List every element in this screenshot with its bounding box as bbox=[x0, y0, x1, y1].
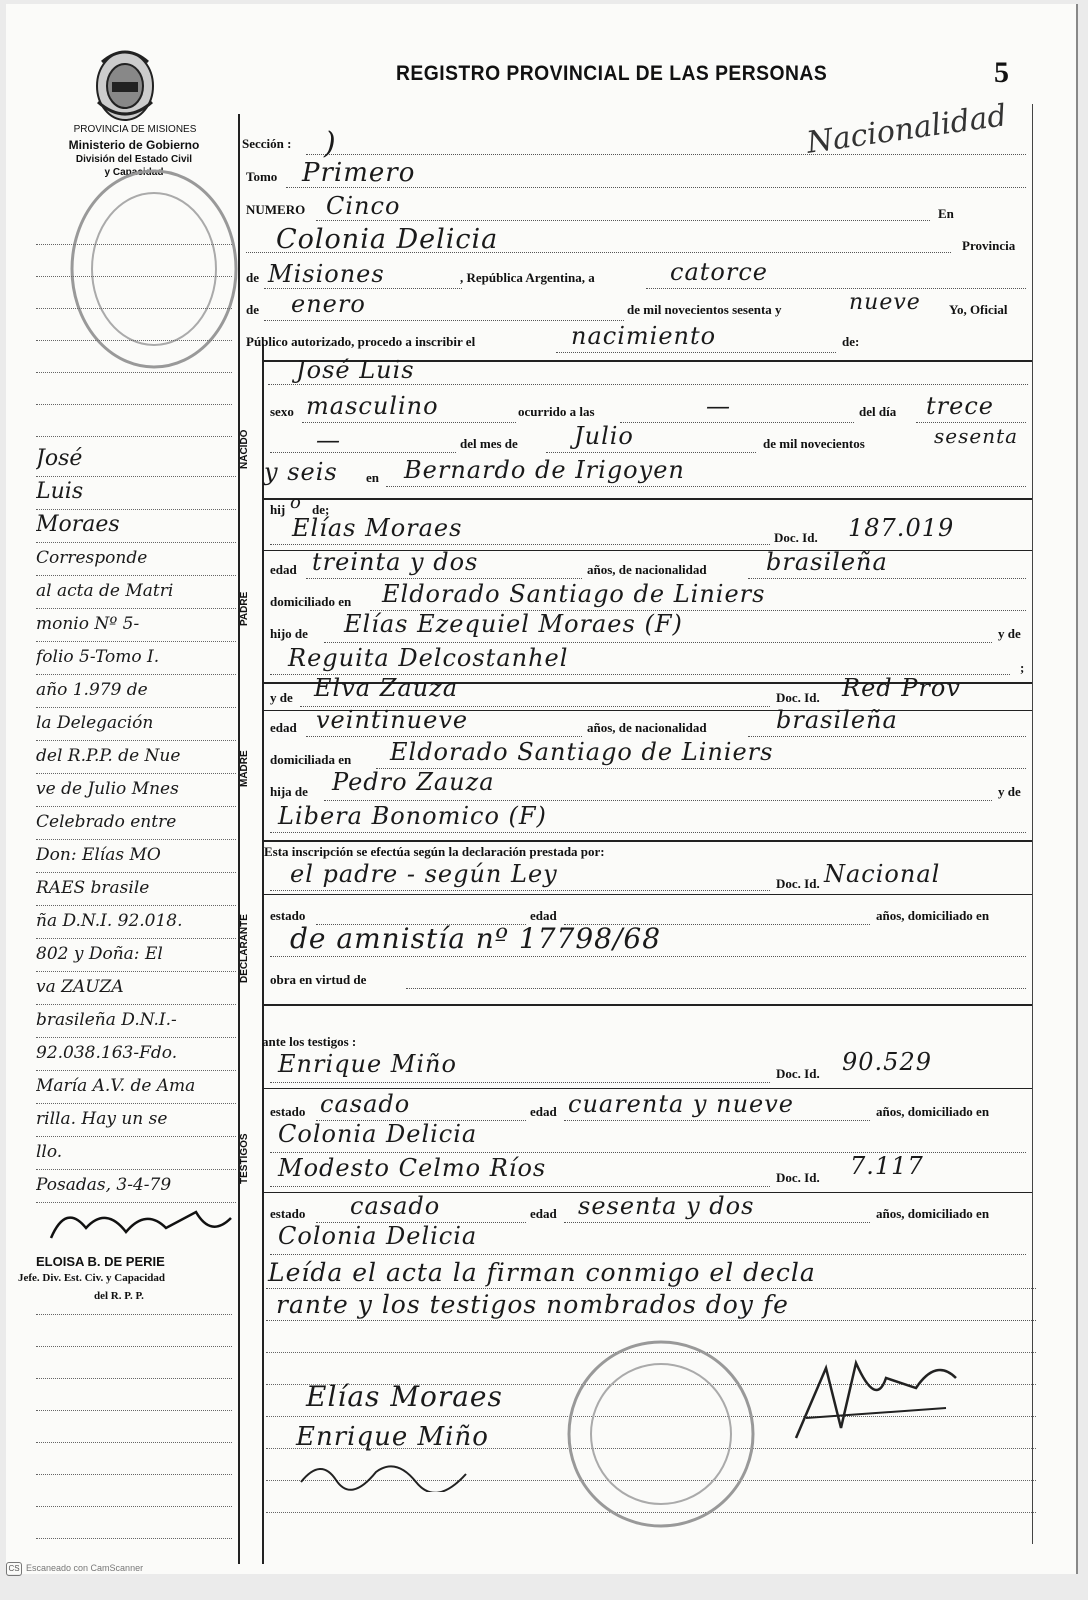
de-colon-label: de: bbox=[842, 334, 860, 349]
declarante-estado-label: estado bbox=[270, 908, 306, 923]
testigo2-doc-label: Doc. Id. bbox=[776, 1170, 820, 1185]
madre-madre-value: Libera Bonomico (F) bbox=[278, 802, 547, 830]
margin-note-line: 802 y Doña: El bbox=[36, 939, 236, 972]
ministry-label: Ministerio de Gobierno bbox=[68, 138, 200, 152]
margin-note bbox=[36, 444, 236, 1203]
lugar-value: Colonia Delicia bbox=[276, 224, 499, 255]
margin-note-line: la Delegación bbox=[36, 708, 236, 741]
padre-value: Elías Moraes bbox=[292, 514, 463, 542]
testigo2-doc-value: 7.117 bbox=[850, 1152, 924, 1180]
testigo1-dom-value: Colonia Delicia bbox=[278, 1120, 478, 1148]
madre-hija-label: hija de bbox=[270, 784, 308, 799]
sexo-value: masculino bbox=[306, 392, 439, 420]
madre-value: Elva Zauza bbox=[314, 674, 459, 702]
margin-note-line: monio Nº 5- bbox=[36, 609, 236, 642]
page-number: 5 bbox=[994, 56, 1009, 89]
margin-note-line: al acta de Matri bbox=[36, 576, 236, 609]
publico-label: Público autorizado, procedo a inscribir el bbox=[246, 334, 476, 349]
madre-doc-value: Red Prov bbox=[842, 674, 961, 702]
madre-dom-value: Eldorado Santiago de Liniers bbox=[390, 738, 774, 766]
official-seal-bottom bbox=[561, 1334, 761, 1534]
mes-acta-value: enero bbox=[291, 290, 366, 318]
margin-note-line: llo. bbox=[36, 1137, 236, 1170]
testigo1-value: Enrique Miño bbox=[278, 1050, 457, 1078]
margin-note-line: RAES brasile bbox=[36, 873, 236, 906]
margin-note-line: del R.P.P. de Nue bbox=[36, 741, 236, 774]
margin-note-line: año 1.979 de bbox=[36, 675, 236, 708]
ante-testigos-label: ante los testigos : bbox=[262, 1034, 357, 1049]
declarante-side-label: DECLARANTE bbox=[239, 914, 250, 984]
testigo1-edad-value: cuarenta y nueve bbox=[568, 1090, 794, 1118]
madre-yde-label: y de bbox=[270, 690, 293, 705]
division2-label: y Capacidad bbox=[104, 167, 164, 178]
document-title: REGISTRO PROVINCIAL DE LAS PERSONAS bbox=[396, 62, 828, 85]
anio2-value: y seis bbox=[264, 458, 338, 486]
padre-edad-label: edad bbox=[270, 562, 297, 577]
testigo2-estado-value: casado bbox=[350, 1192, 441, 1220]
cierre2-value: rante y los testigos nombrados doy fe bbox=[276, 1290, 789, 1319]
del-mes-label: del mes de bbox=[460, 436, 518, 451]
padre-edad-value: treinta y dos bbox=[312, 548, 479, 576]
de3-label: de; bbox=[312, 502, 330, 517]
seccion-label: Sección : bbox=[242, 136, 292, 151]
testigo2-anios-label: años, domiciliado en bbox=[876, 1206, 990, 1221]
madre-anios-label: años, de nacionalidad bbox=[587, 720, 707, 735]
padre-doc-value: 187.019 bbox=[848, 514, 955, 542]
madre-dom-label: domiciliada en bbox=[270, 752, 352, 767]
declarante-doc-label: Doc. Id. bbox=[776, 876, 820, 891]
mes-value: Julio bbox=[574, 422, 634, 450]
testigo1-estado-value: casado bbox=[320, 1090, 411, 1118]
padre-nac-value: brasileña bbox=[766, 548, 888, 576]
testigo2-value: Modesto Celmo Ríos bbox=[278, 1154, 547, 1182]
padre-hijo-label: hijo de bbox=[270, 626, 308, 641]
testigo1-estado-label: estado bbox=[270, 1104, 306, 1119]
lugar-nac-value: Bernardo de Irigoyen bbox=[404, 456, 685, 484]
padre-yde-label: y de bbox=[998, 626, 1021, 641]
testigo2-dom-value: Colonia Delicia bbox=[278, 1222, 478, 1250]
yo-oficial-label: Yo, Oficial bbox=[949, 302, 1008, 317]
nombre-value: José Luis bbox=[296, 356, 415, 384]
coat-of-arms-icon bbox=[92, 42, 158, 126]
hora-value-2: — bbox=[316, 426, 341, 454]
margin-note-line: 92.038.163-Fdo. bbox=[36, 1038, 236, 1071]
madre-edad-label: edad bbox=[270, 720, 297, 735]
en-label: En bbox=[938, 206, 954, 221]
de-label: de bbox=[246, 270, 259, 285]
madre-hija-value: Pedro Zauza bbox=[332, 768, 495, 796]
provincia-label: Provincia bbox=[962, 238, 1016, 253]
acto-value: nacimiento bbox=[571, 322, 717, 350]
declaracion-label: Esta inscripción se efectúa según la declaración prestada por: bbox=[264, 844, 605, 859]
margin-signature-top: Nacionalidad bbox=[804, 98, 1009, 161]
margin-note-line: Posadas, 3-4-79 bbox=[36, 1170, 236, 1203]
provincia-value: Misiones bbox=[268, 260, 385, 288]
declarante-doc-value: Nacional bbox=[824, 860, 941, 888]
anio-value: sesenta bbox=[934, 424, 1019, 448]
obra-label: obra en virtud de bbox=[270, 972, 367, 987]
declarante-anios-label: años, domiciliado en bbox=[876, 908, 990, 923]
en2-label: en bbox=[366, 470, 379, 485]
testigo2-estado-label: estado bbox=[270, 1206, 306, 1221]
padre-hijo-value: Elías Ezequiel Moraes (F) bbox=[344, 610, 683, 638]
de2-label: de bbox=[246, 302, 259, 317]
testigo1-doc-value: 90.529 bbox=[842, 1048, 932, 1076]
margin-note-line: Corresponde bbox=[36, 543, 236, 576]
margin-note-line: Don: Elías MO bbox=[36, 840, 236, 873]
ocurrido-label: ocurrido a las bbox=[518, 404, 595, 419]
numero-value: Cinco bbox=[326, 192, 401, 220]
padre-anios-label: años, de nacionalidad bbox=[587, 562, 707, 577]
stamp-signature-icon bbox=[46, 1198, 236, 1246]
testigo1-doc-label: Doc. Id. bbox=[776, 1066, 820, 1081]
testigo2-edad-value: sesenta y dos bbox=[578, 1192, 755, 1220]
dia-acta-value: catorce bbox=[670, 258, 768, 286]
padre-side-label: PADRE bbox=[239, 591, 250, 627]
padre-madre-value: Reguita Delcostanhel bbox=[288, 644, 569, 672]
firma-padre: Elías Moraes bbox=[306, 1380, 503, 1413]
dia-value: trece bbox=[926, 392, 994, 420]
madre-nac-value: brasileña bbox=[776, 706, 898, 734]
declarante-value: el padre - según Ley bbox=[290, 860, 558, 888]
official-signature-icon bbox=[786, 1348, 966, 1458]
margin-note-line: María A.V. de Ama bbox=[36, 1071, 236, 1104]
semicolon-label: ; bbox=[1020, 660, 1025, 675]
de-mil-label: de mil novecientos bbox=[763, 436, 865, 451]
stamp-org: del R. P. P. bbox=[94, 1290, 144, 1302]
scanner-watermark: CS Escaneado con CamScanner bbox=[6, 1558, 226, 1572]
mil-sesenta-label: de mil novecientos sesenta y bbox=[627, 302, 782, 317]
sexo-label: sexo bbox=[270, 404, 294, 419]
document-page bbox=[6, 4, 1078, 1574]
anio-acta-value: nueve bbox=[849, 290, 921, 315]
stamp-role: Jefe. Div. Est. Civ. y Capacidad bbox=[18, 1272, 165, 1284]
nacido-side-label: NACIDO bbox=[239, 429, 250, 469]
declarante-edad-label: edad bbox=[530, 908, 557, 923]
testigo2-edad-label: edad bbox=[530, 1206, 557, 1221]
margin-note-line: rilla. Hay un se bbox=[36, 1104, 236, 1137]
margin-note-line: ve de Julio Mnes bbox=[36, 774, 236, 807]
margin-note-line: Luis bbox=[36, 477, 236, 510]
margin-note-line: brasileña D.N.I.- bbox=[36, 1005, 236, 1038]
margin-note-line: folio 5-Tomo I. bbox=[36, 642, 236, 675]
seccion-value: ) bbox=[324, 126, 337, 161]
del-dia-label: del día bbox=[859, 404, 897, 419]
hijo-label: hij bbox=[270, 502, 286, 517]
madre-yde2-label: y de bbox=[998, 784, 1021, 799]
division-label: División del Estado Civil bbox=[75, 154, 193, 165]
padre-dom-value: Eldorado Santiago de Liniers bbox=[382, 580, 766, 608]
firma-testigo: Enrique Miño bbox=[296, 1422, 489, 1452]
testigo1-anios-label: años, domiciliado en bbox=[876, 1104, 990, 1119]
testigo1-edad-label: edad bbox=[530, 1104, 557, 1119]
padre-doc-label: Doc. Id. bbox=[774, 530, 818, 545]
padre-dom-label: domiciliado en bbox=[270, 594, 352, 609]
stamp-name: ELOISA B. DE PERIE bbox=[36, 1254, 165, 1269]
madre-side-label: MADRE bbox=[239, 750, 250, 788]
margin-note-line: Moraes bbox=[36, 510, 236, 543]
madre-doc-label: Doc. Id. bbox=[776, 690, 820, 705]
declarante-obra-value: de amnistía nº 17798/68 bbox=[290, 922, 662, 955]
tomo-value: Primero bbox=[302, 158, 416, 188]
margin-note-line: Celebrado entre bbox=[36, 807, 236, 840]
margin-note-line: ña D.N.I. 92.018. bbox=[36, 906, 236, 939]
testigos-side-label: TESTIGOS bbox=[239, 1133, 250, 1185]
province-label: PROVINCIA DE MISIONES bbox=[73, 124, 197, 135]
signature-scribble-icon bbox=[296, 1452, 496, 1492]
margin-note-line: va ZAUZA bbox=[36, 972, 236, 1005]
official-seal-left bbox=[66, 164, 242, 374]
tomo-label: Tomo bbox=[246, 169, 278, 184]
republica-label: , República Argentina, a bbox=[460, 270, 595, 285]
madre-edad-value: veintinueve bbox=[316, 706, 469, 734]
hijo-sufijo-value: o bbox=[290, 492, 302, 513]
hora-value: — bbox=[706, 392, 731, 420]
margin-note-line: José bbox=[36, 444, 236, 477]
cierre1-value: Leída el acta la firman conmigo el decla bbox=[268, 1258, 816, 1287]
camscanner-icon: CS bbox=[6, 1562, 22, 1576]
numero-label: NUMERO bbox=[246, 202, 306, 217]
